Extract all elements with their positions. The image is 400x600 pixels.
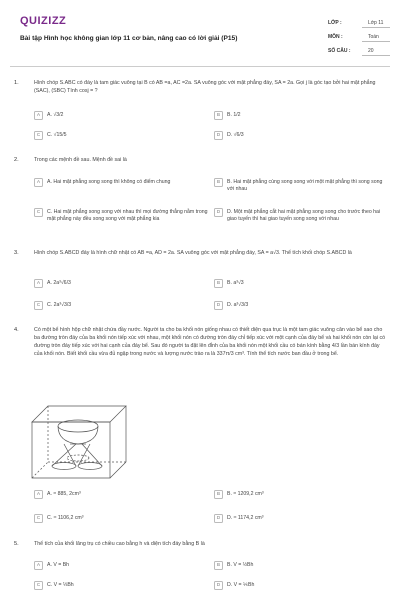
option-b[interactable] bbox=[214, 560, 389, 573]
figure-svg bbox=[26, 400, 136, 480]
option-c[interactable] bbox=[34, 300, 209, 313]
option-letter-badge: A bbox=[34, 561, 43, 570]
worksheet-title: Bài tập Hình học không gian lớp 11 cơ bản, nâng cao có lời giải (P15) bbox=[20, 35, 238, 42]
meta-subject-value: Toán bbox=[362, 32, 390, 42]
option-d[interactable] bbox=[214, 130, 389, 143]
option-letter-badge: D bbox=[214, 301, 223, 310]
question-number: 5. bbox=[14, 541, 19, 547]
option-text: D. √6/3 bbox=[227, 131, 244, 138]
option-text: B. a³√3 bbox=[227, 279, 244, 286]
meta-class-row bbox=[328, 16, 390, 30]
option-letter-badge: A bbox=[34, 111, 43, 120]
option-c[interactable] bbox=[34, 130, 209, 143]
option-letter-badge: B bbox=[214, 178, 223, 187]
option-a[interactable] bbox=[34, 278, 209, 291]
option-b[interactable] bbox=[214, 489, 389, 502]
question-text: Thể tích của khối lăng trụ có chiều cao bằng h và diện tích đáy bằng B là bbox=[34, 541, 205, 547]
option-text: D. Một mặt phẳng cắt hai mặt phẳng song song cho trước theo hai giao tuyến thì hai giao tuyến song song với nhau bbox=[227, 208, 381, 223]
question-number: 3. bbox=[14, 250, 19, 256]
option-text: C. ≈ 1106,2 cm³ bbox=[47, 514, 84, 521]
meta-subject-label: MÔN : bbox=[328, 33, 343, 40]
option-letter-badge: D bbox=[214, 131, 223, 140]
option-text: B. ≈ 1209,2 cm³ bbox=[227, 490, 264, 497]
option-text: C. V = ⅓Bh bbox=[47, 581, 74, 588]
option-text: A. Hai mặt phẳng song song thì không có điểm chung bbox=[47, 178, 171, 185]
question-text: Trong các mệnh đề sau. Mệnh đề sai là bbox=[34, 157, 127, 163]
option-b[interactable] bbox=[214, 278, 389, 291]
option-text: C. 2a³√3/3 bbox=[47, 301, 72, 308]
option-b[interactable] bbox=[214, 177, 389, 203]
question-text: Hình chóp S.ABC có đáy là tam giác vuông tại B có AB =a, AC =2a. SA vuông góc với mặt phẳng đáy, SA = 2a. Gọi j là góc tạo bởi hai mặt phẳng (SAC), (SBC) Tính cosj = ? bbox=[34, 80, 376, 94]
meta-class-label: LỚP : bbox=[328, 19, 342, 26]
option-letter-badge: B bbox=[214, 111, 223, 120]
option-letter-badge: D bbox=[214, 514, 223, 523]
option-letter-badge: C bbox=[34, 301, 43, 310]
option-letter-badge: A bbox=[34, 490, 43, 499]
option-a[interactable] bbox=[34, 489, 209, 502]
worksheet-header bbox=[10, 8, 390, 60]
meta-class-value: Lớp 11 bbox=[362, 18, 390, 28]
option-d[interactable] bbox=[214, 300, 389, 313]
quizizz-logo: QUIZIZZ bbox=[20, 15, 67, 27]
option-d[interactable] bbox=[214, 207, 389, 237]
option-letter-badge: D bbox=[214, 581, 223, 590]
option-letter-badge: B bbox=[214, 279, 223, 288]
option-text: A. ≈ 885, 2cm³ bbox=[47, 490, 81, 497]
option-text: D. a³√3/3 bbox=[227, 301, 249, 308]
question-text: Có một bể hình hộp chữ nhật chứa đầy nước. Người ta cho ba khối nón giống nhau có thiết diện qua trục là một tam giác vuông cân vào bể sao cho ba đường tròn đáy của ba khối nón tiếp xúc với nhau, một khối nón có đường tròn đáy chỉ tiếp xúc với một cạnh của đáy bể và hai khối nón còn lại có đường tròn đáy tiếp xúc với hai cạnh của đáy bể. Sau đó người ta đặt lên đỉnh của ba khối nón một khối cầu có bán kính bằng 4/3 lần bán kính đáy của khối nón. Biết khối cầu vừa đủ ngập trong nước và lượng nước trào ra là 337π/3 cm³. Tính thể tích nước ban đầu ở trong bể. bbox=[34, 327, 386, 357]
option-c[interactable] bbox=[34, 580, 209, 593]
option-text: B. V = ½Bh bbox=[227, 561, 254, 568]
option-text: A. 2a³√6/3 bbox=[47, 279, 71, 286]
option-b[interactable] bbox=[214, 110, 389, 123]
option-letter-badge: B bbox=[214, 490, 223, 499]
option-d[interactable] bbox=[214, 580, 389, 593]
option-a[interactable] bbox=[34, 560, 209, 573]
option-letter-badge: C bbox=[34, 131, 43, 140]
question-text: Hình chóp S.ABCD đáy là hình chữ nhật có AB =a, AD = 2a. SA vuông góc với mặt phẳng đáy, SA = a√3. Thể tích khối chóp S.ABCD là bbox=[34, 250, 352, 256]
question-number: 1. bbox=[14, 80, 19, 86]
option-letter-badge: A bbox=[34, 279, 43, 288]
meta-count-value: 20 bbox=[362, 46, 390, 56]
header-divider bbox=[10, 66, 390, 67]
question-number: 2. bbox=[14, 157, 19, 163]
option-text: D. V = ⅙Bh bbox=[227, 581, 255, 588]
worksheet-meta bbox=[328, 16, 390, 58]
meta-count-label: SỐ CÂU : bbox=[328, 47, 351, 54]
option-text: C. √15/5 bbox=[47, 131, 67, 138]
option-text: B. 1/2 bbox=[227, 111, 241, 118]
option-letter-badge: C bbox=[34, 208, 43, 217]
meta-count-row bbox=[328, 44, 390, 58]
option-c[interactable] bbox=[34, 513, 209, 526]
option-d[interactable] bbox=[214, 513, 389, 526]
option-text: B. Hai mặt phẳng cùng song song với một mặt phẳng thì song song với nhau bbox=[227, 178, 383, 193]
option-letter-badge: C bbox=[34, 581, 43, 590]
option-text: D. ≈ 1174,2 cm³ bbox=[227, 514, 264, 521]
meta-subject-row bbox=[328, 30, 390, 44]
option-c[interactable] bbox=[34, 207, 209, 237]
option-text: A. √3/2 bbox=[47, 111, 64, 118]
option-letter-badge: B bbox=[214, 561, 223, 570]
option-a[interactable] bbox=[34, 110, 209, 123]
option-text: A. V = Bh bbox=[47, 561, 70, 568]
option-letter-badge: C bbox=[34, 514, 43, 523]
box-with-cones-sphere-illustration bbox=[26, 400, 136, 480]
option-text: C. Hai mặt phẳng song song với nhau thì mọi đường thẳng nằm trong mặt phẳng này đều song song với mặt phẳng kia bbox=[47, 208, 208, 223]
option-letter-badge: D bbox=[214, 208, 223, 217]
question-number: 4. bbox=[14, 327, 19, 333]
option-letter-badge: A bbox=[34, 178, 43, 187]
option-a[interactable] bbox=[34, 177, 209, 203]
